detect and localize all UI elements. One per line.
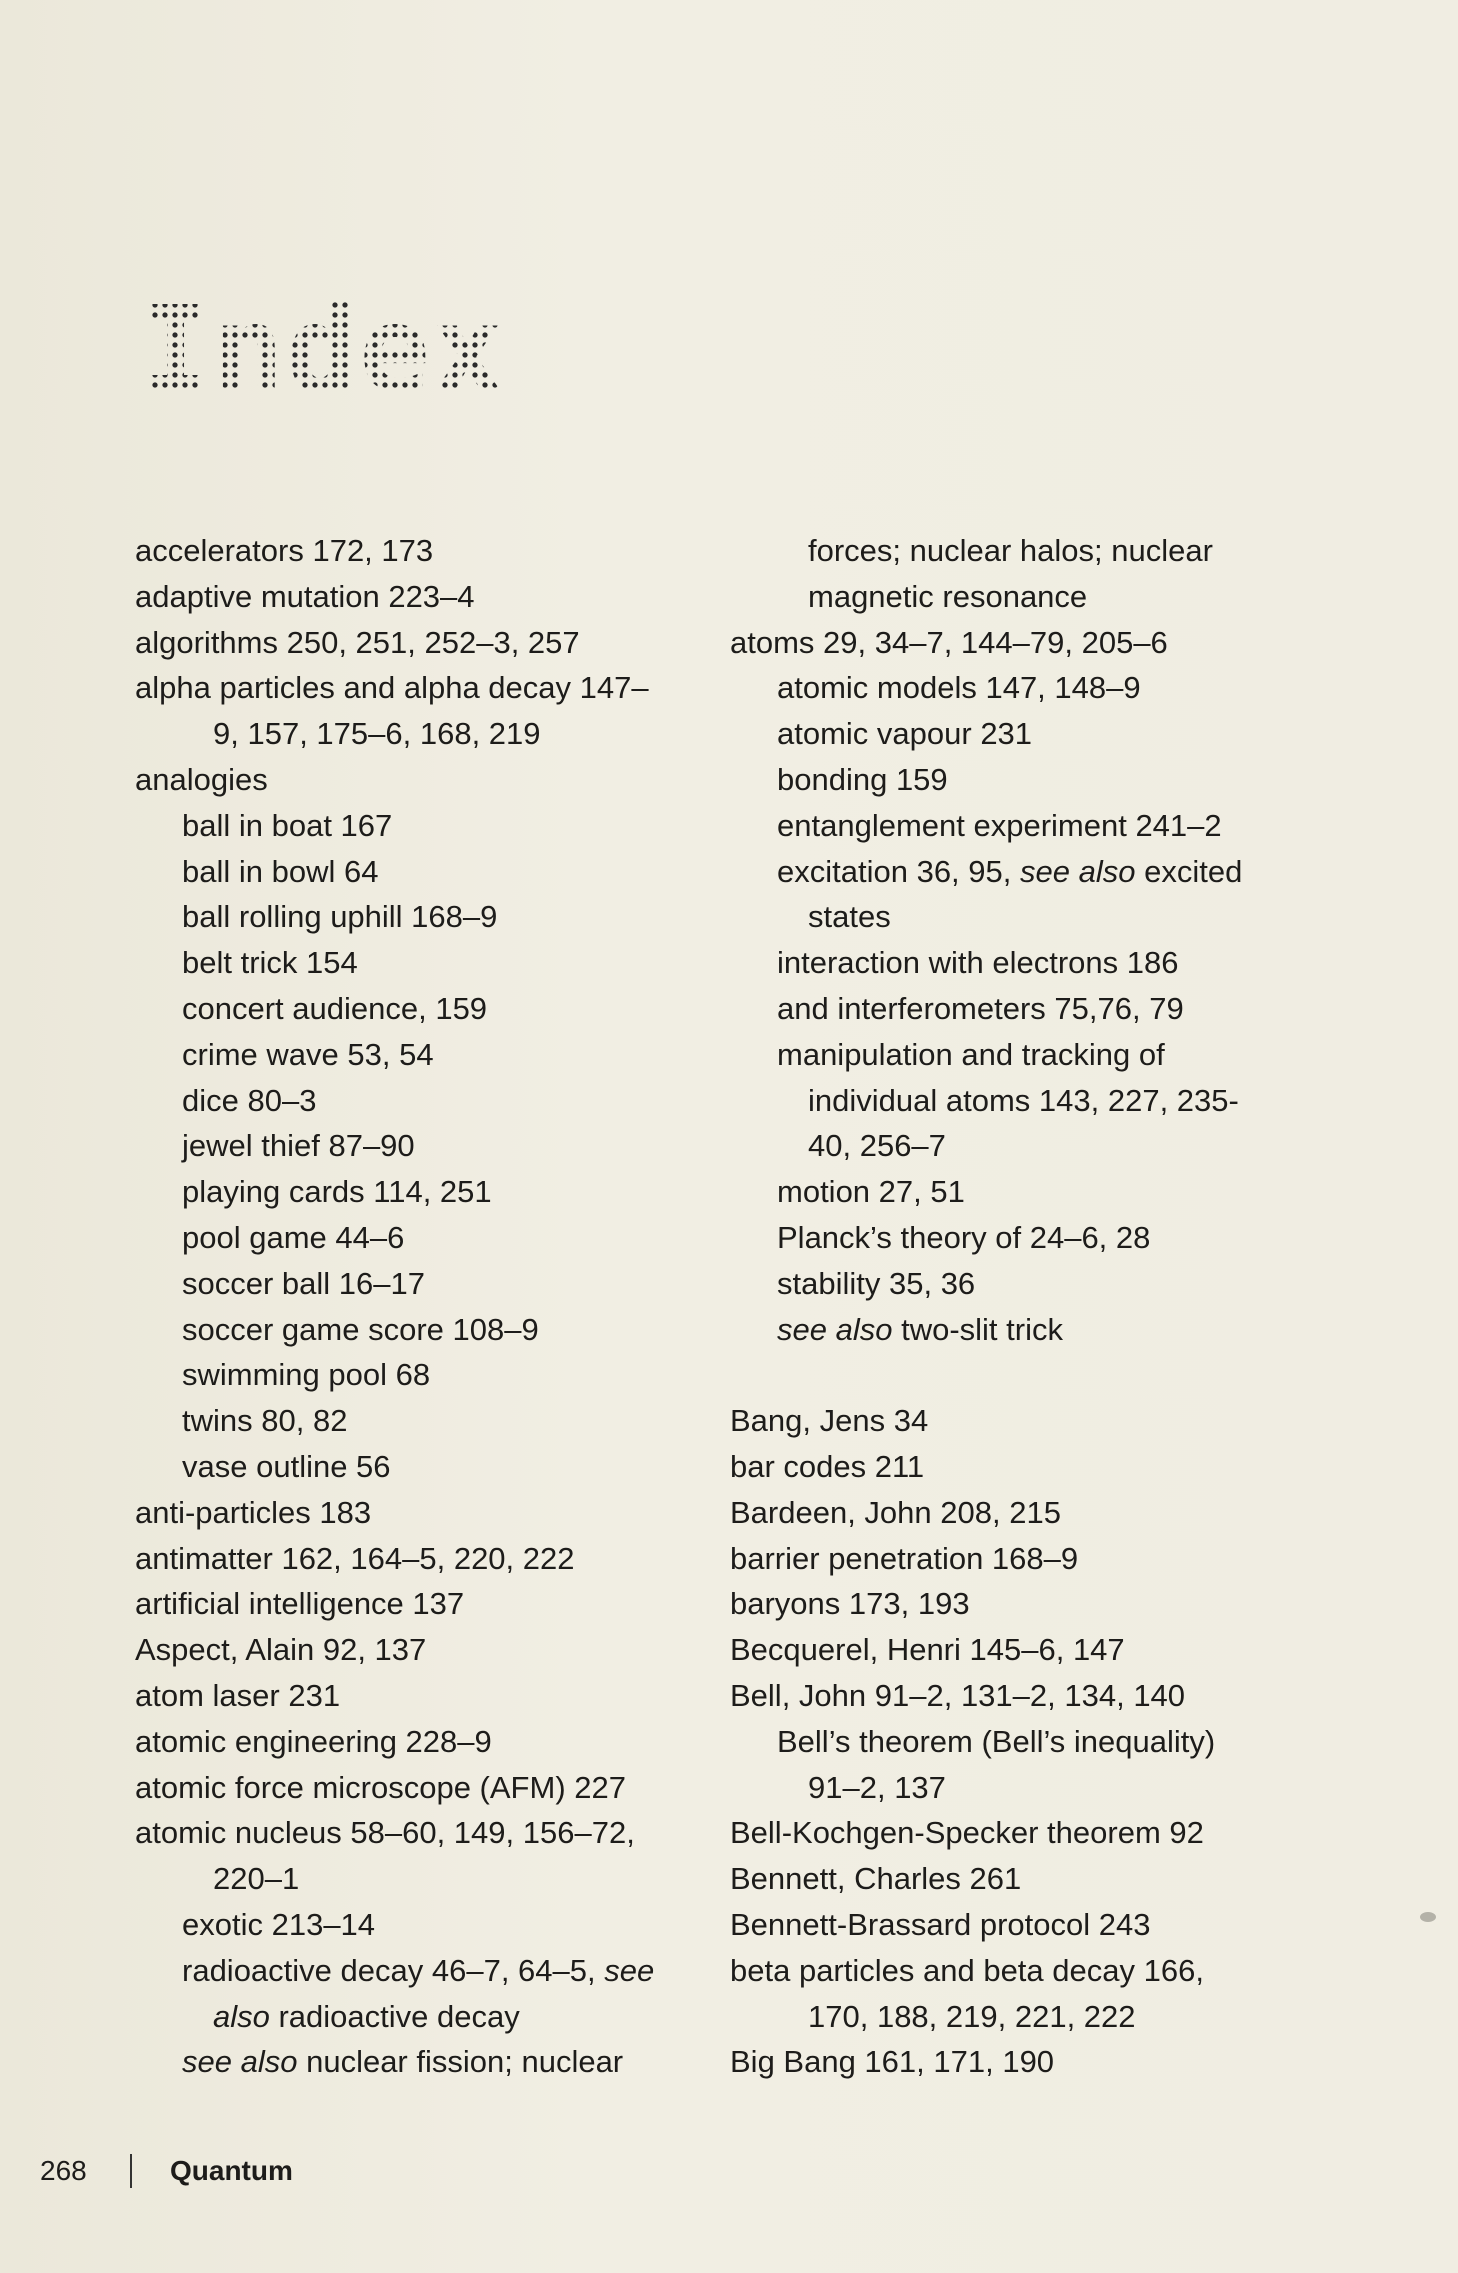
index-entry: atoms 29, 34–7, 144–79, 205–6 [730, 624, 1168, 660]
footer-divider [130, 2154, 132, 2188]
index-entry: baryons 173, 193 [730, 1586, 970, 1622]
index-entry: Bang, Jens 34 [730, 1403, 929, 1439]
paper-speck [1420, 1912, 1436, 1922]
index-subentry: jewel thief 87–90 [182, 1128, 415, 1164]
index-entry: Bell, John 91–2, 131–2, 134, 140 [730, 1677, 1186, 1713]
index-entry: Aspect, Alain 92, 137 [135, 1632, 427, 1668]
index-subentry: radioactive decay 46–7, 64–5, see [182, 1952, 655, 1988]
page-footer [40, 2154, 293, 2188]
index-subentry: stability 35, 36 [777, 1265, 976, 1301]
index-subentry: dice 80–3 [182, 1082, 317, 1118]
index-subentry: ball in bowl 64 [182, 853, 379, 889]
index-entry: beta particles and beta decay 166, [730, 1952, 1204, 1988]
index-subentry: playing cards 114, 251 [182, 1174, 492, 1210]
index-subentry-continuation: individual atoms 143, 227, 235- [808, 1082, 1239, 1118]
index-subentry-continuation: 40, 256–7 [808, 1128, 946, 1164]
index-subentry-continuation: 91–2, 137 [808, 1769, 946, 1805]
page-number: 268 [40, 2155, 87, 2186]
index-entry: atomic engineering 228–9 [135, 1723, 492, 1759]
index-subentry: concert audience, 159 [182, 990, 488, 1026]
index-subentry-continuation: also radioactive decay [213, 1998, 520, 2034]
index-subentry: ball rolling uphill 168–9 [182, 899, 498, 935]
index-cross-reference: see also nuclear fission; nuclear [182, 2044, 624, 2080]
index-entry-continuation: 9, 157, 175–6, 168, 219 [213, 716, 541, 752]
index-entry: Bennett-Brassard protocol 243 [730, 1906, 1151, 1942]
index-subentry: interaction with electrons 186 [777, 945, 1179, 981]
index-entry: accelerators 172, 173 [135, 533, 434, 568]
index-subentry-continuation: forces; nuclear halos; nuclear [808, 533, 1213, 568]
index-subentry: soccer ball 16–17 [182, 1265, 425, 1301]
index-entry: bar codes 211 [730, 1448, 925, 1484]
index-subentry: exotic 213–14 [182, 1906, 376, 1942]
index-entry: barrier penetration 168–9 [730, 1540, 1079, 1576]
index-entry: Bell-Kochgen-Specker theorem 92 [730, 1815, 1204, 1851]
index-entry: Bennett, Charles 261 [730, 1861, 1022, 1897]
index-entry: adaptive mutation 223–4 [135, 578, 475, 614]
index-subentry-continuation: states [808, 899, 891, 935]
index-entry: atomic nucleus 58–60, 149, 156–72, [135, 1815, 635, 1851]
index-entry: atom laser 231 [135, 1677, 341, 1713]
index-entry: Bardeen, John 208, 215 [730, 1494, 1061, 1530]
index-entry: atomic force microscope (AFM) 227 [135, 1769, 626, 1805]
index-entry: analogies [135, 761, 268, 797]
index-subentry: vase outline 56 [182, 1448, 391, 1484]
index-entry: artificial intelligence 137 [135, 1586, 465, 1622]
index-entry-continuation: 220–1 [213, 1861, 300, 1897]
index-subentry: crime wave 53, 54 [182, 1036, 434, 1072]
index-subentry: swimming pool 68 [182, 1357, 431, 1393]
index-subentry: Bell’s theorem (Bell’s inequality) [777, 1723, 1216, 1759]
index-subentry: belt trick 154 [182, 945, 358, 981]
index-entry: anti-particles 183 [135, 1494, 372, 1530]
index-column-right [730, 528, 1300, 2085]
index-subentry: soccer game score 108–9 [182, 1311, 539, 1347]
index-subentry: excitation 36, 95, see also excited [777, 853, 1243, 889]
index-entry-continuation: 170, 188, 219, 221, 222 [808, 1998, 1136, 2034]
section-gap [730, 1352, 1300, 1398]
index-column-left [135, 528, 695, 2085]
index-entry: alpha particles and alpha decay 147– [135, 670, 649, 706]
index-subentry-continuation: magnetic resonance [808, 578, 1088, 614]
index-subentry: and interferometers 75,76, 79 [777, 990, 1184, 1026]
index-subentry: ball in boat 167 [182, 807, 393, 843]
index-cross-reference: see also two-slit trick [777, 1311, 1063, 1347]
page-title: Index [140, 280, 506, 418]
index-subentry: pool game 44–6 [182, 1219, 405, 1255]
index-entry: antimatter 162, 164–5, 220, 222 [135, 1540, 575, 1576]
index-subentry: entanglement experiment 241–2 [777, 807, 1222, 843]
index-subentry: Planck’s theory of 24–6, 28 [777, 1219, 1151, 1255]
index-subentry: motion 27, 51 [777, 1174, 965, 1210]
index-entry: Big Bang 161, 171, 190 [730, 2044, 1055, 2080]
index-subentry: atomic vapour 231 [777, 716, 1033, 752]
index-subentry: manipulation and tracking of [777, 1036, 1165, 1072]
book-title: Quantum [170, 2155, 293, 2186]
index-subentry: twins 80, 82 [182, 1403, 348, 1439]
index-subentry: atomic models 147, 148–9 [777, 670, 1141, 706]
index-subentry: bonding 159 [777, 761, 948, 797]
index-entry: algorithms 250, 251, 252–3, 257 [135, 624, 580, 660]
index-entry: Becquerel, Henri 145–6, 147 [730, 1632, 1125, 1668]
